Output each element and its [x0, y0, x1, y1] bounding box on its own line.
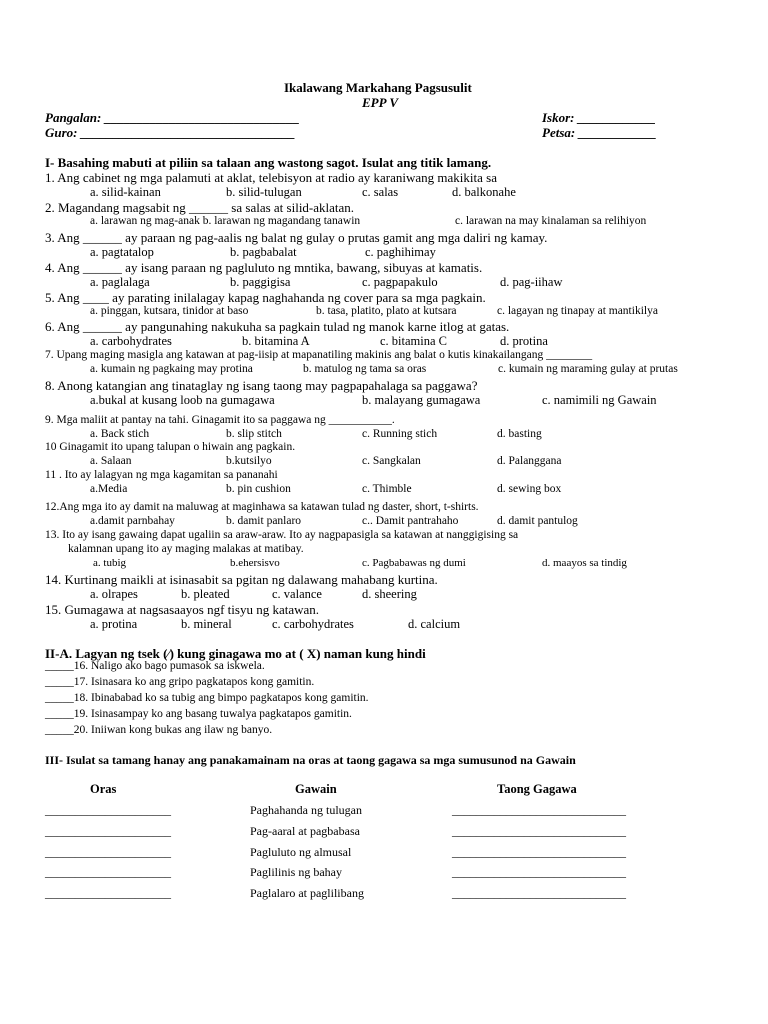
- gawain-row-2: Pag-aaral at pagbabasa: [250, 824, 360, 838]
- q1-option-c: c. salas: [362, 185, 399, 199]
- q13-option-c: c. Pagbabawas ng dumi: [362, 557, 466, 569]
- q8-option-c: c. namimili ng Gawain: [542, 393, 657, 407]
- q13-option-b: b.ehersisvo: [230, 557, 280, 569]
- q10-option-c: c. Sangkalan: [362, 455, 421, 467]
- taong-blank-4: _____________________________: [452, 865, 626, 879]
- q1-option-b: b. silid-tulugan: [226, 185, 302, 199]
- q5-option-c: c. lagayan ng tinapay at mantikilya: [497, 305, 658, 317]
- part1-instruction: I- Basahing mabuti at piliin sa talaan ang wastong sagot. Isulat ang titik lamang.: [45, 155, 492, 170]
- name-field-label: Pangalan: ______________________________: [45, 110, 300, 125]
- question-7: 7. Upang maging masigla ang katawan at pag-iisip at mapanatiling makinis ang balat o kutis kinakailangang ________: [45, 349, 593, 361]
- column-header-oras: Oras: [90, 782, 117, 796]
- gawain-row-4: Paglilinis ng bahay: [250, 865, 342, 879]
- question-12: 12.Ang mga ito ay damit na maluwag at maginhawa sa katawan tulad ng daster, short, t-shirts.: [45, 501, 479, 513]
- column-header-gawain: Gawain: [295, 782, 337, 796]
- taong-blank-2: _____________________________: [452, 824, 626, 838]
- q11-option-a: a.Media: [90, 483, 128, 495]
- q1-option-a: a. silid-kainan: [90, 185, 161, 199]
- oras-blank-4: _____________________: [45, 865, 171, 879]
- question-13-continued: kalamnan upang ito ay maging malakas at matibay.: [68, 543, 304, 555]
- item-20: _____20. Iniiwan kong bukas ang ilaw ng banyo.: [45, 724, 273, 736]
- q15-option-a: a. protina: [90, 617, 138, 631]
- q6-option-b: b. bitamina A: [242, 334, 310, 348]
- q14-option-b: b. pleated: [181, 587, 230, 601]
- teacher-field-label: Guro: _________________________________: [45, 125, 296, 140]
- date-field-label: Petsa: ____________: [542, 125, 657, 140]
- q15-option-d: d. calcium: [408, 617, 461, 631]
- item-16: _____16. Naligo ako bago pumasok sa iskwela.: [45, 660, 265, 672]
- question-4: 4. Ang ______ ay isang paraan ng pagluluto ng mntika, bawang, sibuyas at kamatis.: [45, 260, 483, 275]
- question-9: 9. Mga maliit at pantay na tahi. Ginagamit ito sa paggawa ng ___________.: [45, 414, 395, 426]
- question-15: 15. Gumagawa at nagsasaayos ngf tisyu ng katawan.: [45, 602, 320, 617]
- q15-option-b: b. mineral: [181, 617, 232, 631]
- gawain-row-1: Paghahanda ng tulugan: [250, 803, 362, 817]
- taong-blank-3: _____________________________: [452, 845, 626, 859]
- gawain-row-5: Paglalaro at paglilibang: [250, 886, 364, 900]
- q9-option-b: b. slip stitch: [226, 428, 282, 440]
- q1-option-d: d. balkonahe: [452, 185, 516, 199]
- q8-option-a: a.bukal at kusang loob na gumagawa: [90, 393, 275, 407]
- score-field-label: Iskor: ____________: [542, 110, 656, 125]
- oras-blank-5: _____________________: [45, 886, 171, 900]
- q12-option-a: a.damit parnbahay: [90, 515, 175, 527]
- question-13: 13. Ito ay isang gawaing dapat ugaliin sa araw-araw. Ito ay nagpapasigla sa katawan at nanggigising sa: [45, 529, 519, 541]
- taong-blank-1: _____________________________: [452, 803, 626, 817]
- q14-option-d: d. sheering: [362, 587, 417, 601]
- q11-option-c: c. Thimble: [362, 483, 412, 495]
- q10-option-b: b.kutsilyo: [226, 455, 272, 467]
- q13-option-a: a. tubig: [93, 557, 126, 569]
- gawain-row-3: Pagluluto ng almusal: [250, 845, 352, 859]
- question-3: 3. Ang ______ ay paraan ng pag-aalis ng balat ng gulay o prutas gamit ang mga daliri ng kamay.: [45, 230, 548, 245]
- exam-subject: EPP V: [362, 95, 398, 110]
- q9-option-c: c. Running stich: [362, 428, 438, 440]
- taong-blank-5: _____________________________: [452, 886, 626, 900]
- oras-blank-3: _____________________: [45, 845, 171, 859]
- item-17: _____17. Isinasara ko ang gripo pagkatapos kong gamitin.: [45, 676, 315, 688]
- q4-option-c: c. pagpapakulo: [362, 275, 438, 289]
- q9-option-a: a. Back stich: [90, 428, 150, 440]
- question-6: 6. Ang ______ ay pangunahing nakukuha sa pagkain tulad ng manok karne itlog at gatas.: [45, 319, 510, 334]
- q13-option-d: d. maayos sa tindig: [542, 557, 627, 569]
- question-2: 2. Magandang magsabit ng ______ sa salas at silid-aklatan.: [45, 200, 355, 215]
- question-10: 10 Ginagamit ito upang talupan o hiwain ang pagkain.: [45, 441, 296, 453]
- q11-option-d: d. sewing box: [497, 483, 562, 495]
- q10-option-a: a. Salaan: [90, 455, 132, 467]
- q4-option-b: b. paggigisa: [230, 275, 291, 289]
- q6-option-c: c. bitamina C: [380, 334, 447, 348]
- q15-option-c: c. carbohydrates: [272, 617, 354, 631]
- q4-option-d: d. pag-iihaw: [500, 275, 563, 289]
- q6-option-d: d. protina: [500, 334, 548, 348]
- question-1: 1. Ang cabinet ng mga palamuti at aklat, telebisyon at radio ay karaniwang makikita sa: [45, 170, 497, 185]
- q6-option-a: a. carbohydrates: [90, 334, 172, 348]
- q3-option-a: a. pagtatalop: [90, 245, 154, 259]
- oras-blank-1: _____________________: [45, 803, 171, 817]
- q7-option-c: c. kumain ng maraming gulay at prutas: [498, 363, 678, 375]
- q2-option-c: c. larawan na may kinalaman sa relihiyon: [455, 215, 647, 227]
- q11-option-b: b. pin cushion: [226, 483, 291, 495]
- q7-option-b: b. matulog ng tama sa oras: [303, 363, 427, 375]
- question-14: 14. Kurtinang maikli at isinasabit sa pgitan ng dalawang mahabang kurtina.: [45, 572, 438, 587]
- q9-option-d: d. basting: [497, 428, 542, 440]
- item-18: _____18. Ibinababad ko sa tubig ang bimpo pagkatapos kong gamitin.: [45, 692, 369, 704]
- q7-option-a: a. kumain ng pagkaing may protina: [90, 363, 253, 375]
- item-19: _____19. Isinasampay ko ang basang tuwalya pagkatapos gamitin.: [45, 708, 352, 720]
- question-5: 5. Ang ____ ay parating inilalagay kapag naghahanda ng cover para sa mga pagkain.: [45, 290, 486, 305]
- column-header-taong-gagawa: Taong Gagawa: [497, 782, 577, 796]
- q12-option-d: d. damit pantulog: [497, 515, 578, 527]
- exam-title: Ikalawang Markahang Pagsusulit: [284, 80, 472, 95]
- q5-option-b: b. tasa, platito, plato at kutsara: [316, 305, 457, 317]
- q12-option-b: b. damit panlaro: [226, 515, 302, 527]
- oras-blank-2: _____________________: [45, 824, 171, 838]
- q5-option-a: a. pinggan, kutsara, tinidor at baso: [90, 305, 249, 317]
- q14-option-a: a. olrapes: [90, 587, 138, 601]
- q3-option-c: c. paghihimay: [365, 245, 436, 259]
- q8-option-b: b. malayang gumagawa: [362, 393, 481, 407]
- question-8: 8. Anong katangian ang tinataglay ng isang taong may pagpapahalaga sa paggawa?: [45, 378, 478, 393]
- q12-option-c: c.. Damit pantrahaho: [362, 515, 459, 527]
- question-11: 11 . Ito ay lalagyan ng mga kagamitan sa pananahi: [45, 469, 278, 481]
- part3-instruction: III- Isulat sa tamang hanay ang panakamainam na oras at taong gagawa sa mga sumusunod na Gawain: [45, 753, 576, 767]
- q4-option-a: a. paglalaga: [90, 275, 150, 289]
- part2-instruction: II-A. Lagyan ng tsek (⁄) kung ginagawa mo at ( X) naman kung hindi: [45, 646, 426, 661]
- q2-option-ab: a. larawan ng mag-anak b. larawan ng magandang tanawin: [90, 215, 361, 227]
- q14-option-c: c. valance: [272, 587, 322, 601]
- q10-option-d: d. Palanggana: [497, 455, 562, 467]
- q3-option-b: b. pagbabalat: [230, 245, 297, 259]
